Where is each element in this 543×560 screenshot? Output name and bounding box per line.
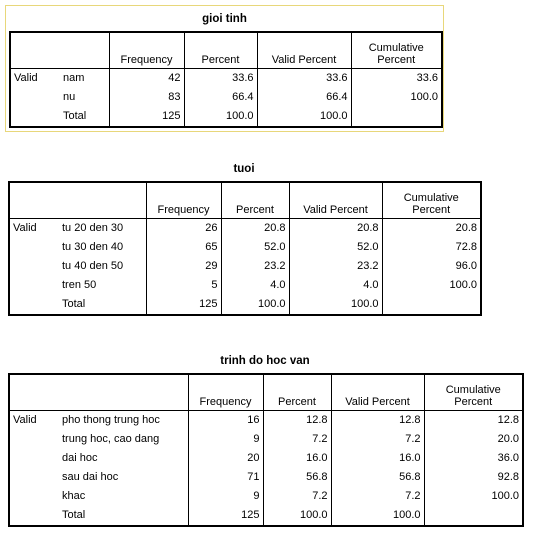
cumulative-percent-cell: 33.6	[416, 72, 438, 84]
percent-cell: 4.0	[221, 276, 289, 295]
cumulative-percent-cell: 92.8	[497, 471, 519, 483]
percent-cell: 100.0	[263, 506, 331, 526]
frequency-cell: 5	[146, 276, 221, 295]
frequency-cell: 20	[188, 449, 263, 468]
valid-percent-cell: 100.0	[331, 506, 424, 526]
table-row	[9, 487, 523, 506]
cumulative-percent-cell: 12.8	[497, 414, 519, 426]
frequency-cell: 9	[188, 487, 263, 506]
group-label: Valid	[13, 414, 37, 426]
row-label: tu 30 den 40	[59, 238, 146, 257]
cumulative-percent-cell: 36.0	[497, 452, 519, 464]
cumulative-percent-cell: 20.0	[497, 433, 519, 445]
cumulative-percent-cell: 100.0	[410, 91, 438, 103]
row-label: Total	[59, 295, 146, 315]
cumulative-percent-cell: 20.8	[455, 222, 477, 234]
percent-cell: 66.4	[184, 88, 257, 107]
valid-percent-cell: 56.8	[331, 468, 424, 487]
tuoi-table	[8, 181, 482, 316]
gioi-tinh-frequency-block[interactable]	[5, 5, 444, 132]
trinh-do-table	[8, 373, 524, 527]
valid-percent-cell: 20.8	[289, 219, 382, 239]
table-header-row	[9, 374, 523, 411]
percent-cell: 7.2	[263, 430, 331, 449]
cumulative-percent-cell: 96.0	[455, 260, 477, 272]
cumulative-percent-cell	[382, 295, 481, 315]
frequency-cell: 125	[146, 295, 221, 315]
row-label: dai hoc	[59, 449, 188, 468]
table-row	[9, 449, 523, 468]
table-row	[9, 295, 481, 315]
col-percent: Percent	[221, 182, 289, 219]
table-row	[10, 88, 442, 107]
frequency-cell: 42	[109, 69, 184, 89]
col-frequency: Frequency	[188, 374, 263, 411]
row-label: sau dai hoc	[59, 468, 188, 487]
col-percent: Percent	[184, 32, 257, 69]
row-label: trung hoc, cao dang	[59, 430, 188, 449]
gioi-tinh-table	[9, 31, 443, 128]
cumulative-percent-cell: 72.8	[455, 241, 477, 253]
valid-percent-cell: 12.8	[331, 411, 424, 431]
row-label: tren 50	[59, 276, 146, 295]
frequency-cell: 71	[188, 468, 263, 487]
col-valid-percent: Valid Percent	[331, 374, 424, 411]
valid-percent-cell: 52.0	[289, 238, 382, 257]
percent-cell: 16.0	[263, 449, 331, 468]
col-cumulative-percent: Cumulative Percent	[351, 32, 442, 69]
col-valid-percent: Valid Percent	[257, 32, 351, 69]
table-row	[9, 430, 523, 449]
table-title: tuoi	[233, 163, 255, 175]
table-row	[9, 219, 481, 239]
col-cumulative-percent: Cumulative Percent	[382, 182, 481, 219]
valid-percent-cell: 66.4	[257, 88, 351, 107]
frequency-cell: 16	[188, 411, 263, 431]
row-label: tu 40 den 50	[59, 257, 146, 276]
percent-cell: 56.8	[263, 468, 331, 487]
row-label: nu	[60, 88, 109, 107]
percent-cell: 20.8	[221, 219, 289, 239]
group-label: Valid	[13, 222, 37, 234]
table-row	[9, 468, 523, 487]
table-row	[9, 257, 481, 276]
cumulative-percent-cell	[424, 506, 523, 526]
table-row	[9, 411, 523, 431]
frequency-cell: 125	[109, 107, 184, 127]
table-row	[9, 276, 481, 295]
table-header-row	[10, 32, 442, 69]
table-header-row	[9, 182, 481, 219]
row-label: pho thong trung hoc	[59, 411, 188, 431]
row-label: khac	[59, 487, 188, 506]
col-frequency: Frequency	[109, 32, 184, 69]
table-row	[9, 238, 481, 257]
row-label: Total	[60, 107, 109, 127]
cumulative-percent-cell: 100.0	[449, 279, 477, 291]
frequency-cell: 83	[109, 88, 184, 107]
cumulative-percent-cell: 100.0	[491, 490, 519, 502]
row-label: nam	[60, 69, 109, 89]
frequency-cell: 9	[188, 430, 263, 449]
col-cumulative-percent: Cumulative Percent	[424, 374, 523, 411]
row-label: Total	[59, 506, 188, 526]
percent-cell: 23.2	[221, 257, 289, 276]
frequency-cell: 65	[146, 238, 221, 257]
valid-percent-cell: 100.0	[257, 107, 351, 127]
frequency-cell: 26	[146, 219, 221, 239]
tuoi-frequency-block[interactable]	[8, 162, 480, 316]
valid-percent-cell: 16.0	[331, 449, 424, 468]
table-title: trinh do hoc van	[220, 355, 310, 367]
percent-cell: 12.8	[263, 411, 331, 431]
row-label: tu 20 den 30	[59, 219, 146, 239]
trinh-do-frequency-block[interactable]	[8, 354, 522, 527]
valid-percent-cell: 7.2	[331, 430, 424, 449]
valid-percent-cell: 7.2	[331, 487, 424, 506]
valid-percent-cell: 4.0	[289, 276, 382, 295]
valid-percent-cell: 33.6	[257, 69, 351, 89]
frequency-cell: 125	[188, 506, 263, 526]
table-title: gioi tinh	[202, 13, 247, 25]
table-row	[10, 107, 442, 127]
percent-cell: 7.2	[263, 487, 331, 506]
group-label: Valid	[14, 72, 38, 84]
percent-cell: 33.6	[184, 69, 257, 89]
percent-cell: 100.0	[221, 295, 289, 315]
table-row	[10, 69, 442, 89]
percent-cell: 52.0	[221, 238, 289, 257]
valid-percent-cell: 23.2	[289, 257, 382, 276]
valid-percent-cell: 100.0	[289, 295, 382, 315]
cumulative-percent-cell	[351, 107, 442, 127]
table-row	[9, 506, 523, 526]
col-frequency: Frequency	[146, 182, 221, 219]
col-percent: Percent	[263, 374, 331, 411]
percent-cell: 100.0	[184, 107, 257, 127]
col-valid-percent: Valid Percent	[289, 182, 382, 219]
frequency-cell: 29	[146, 257, 221, 276]
